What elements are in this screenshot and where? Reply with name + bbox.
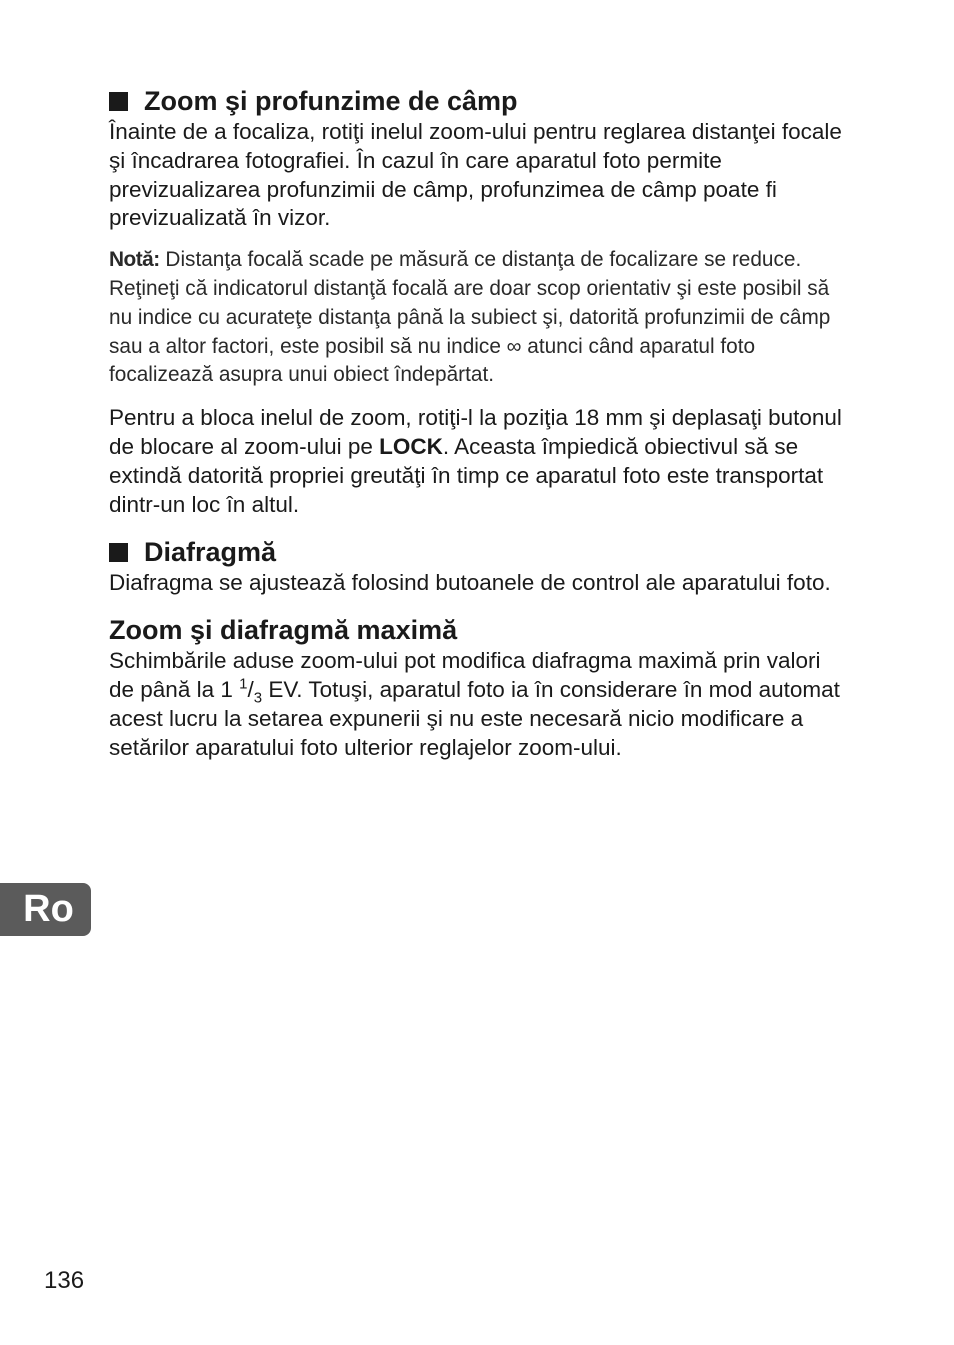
lock-text-after: . Aceasta împiedică obiectivul să se extindă datorită propriei greutăţi în timp ce aparatul foto este transportat dintr-un loc în altul. xyxy=(109,433,824,517)
zoom-max-aperture-text-before: Schimbările aduse zoom-ului pot modifica diafragma maximă prin valori de până la 1 xyxy=(109,648,821,702)
page-number: 136 xyxy=(44,1267,85,1294)
zoom-depth-paragraph: Înainte de a focaliza, rotiţi inelul zoom-ului pentru reglarea distanţei focale şi încadrarea fotografiei. În cazul în care aparatul foto permite previzualizarea profunzimii de câmp, profunzimea de câmp poate fi previzualizată în vizor. xyxy=(109,119,842,231)
section-heading-aperture-text: Diafragmă xyxy=(144,537,277,568)
zoom-max-aperture-paragraph xyxy=(109,647,849,762)
zoom-max-aperture-text-after: EV. Totuşi, aparatul foto ia în considerare în mod automat acest lucru la setarea expunerii şi nu este necesară nicio modificare a setărilor aparatului foto ulterior reglajelor zoom-ului. xyxy=(109,676,840,760)
note-paragraph xyxy=(109,246,849,390)
aperture-paragraph: Diafragma se ajustează folosind butoanele de control ale aparatului foto. xyxy=(109,570,831,596)
lock-paragraph xyxy=(109,404,849,519)
fraction-denominator: 3 xyxy=(253,689,263,707)
fraction-separator: / xyxy=(247,676,254,702)
note-label: Notă: xyxy=(109,248,160,272)
lock-word: LOCK xyxy=(379,433,443,459)
language-tab: Ro xyxy=(0,883,91,936)
square-bullet-icon xyxy=(109,92,128,111)
section-heading-zoom-depth xyxy=(109,84,849,118)
note-text: Distanţa focală scade pe măsură ce distanţa de focalizare se reduce. Reţineţi că indicatorul distanţă focală are doar scop orientativ şi este posibil să nu indice cu acurateţe distanţa până la subiect şi, datorită profunzimii de câmp sau a altor factori, este posibil să nu indice ∞ atunci când aparatul foto focalizează asupra unui obiect îndepărtat. xyxy=(109,248,831,387)
section-heading-aperture xyxy=(109,535,849,569)
fraction-numerator: 1 xyxy=(239,675,248,693)
square-bullet-icon xyxy=(109,543,128,562)
page-content xyxy=(109,84,849,762)
section-heading-zoom-depth-text: Zoom şi profunzime de câmp xyxy=(144,86,518,116)
lock-text-before: Pentru a bloca inelul de zoom, rotiţi-l la poziţia 18 mm şi deplasaţi butonul de blocare al zoom-ului pe xyxy=(109,405,842,459)
subheading-zoom-max-aperture: Zoom şi diafragmă maximă xyxy=(109,615,458,646)
